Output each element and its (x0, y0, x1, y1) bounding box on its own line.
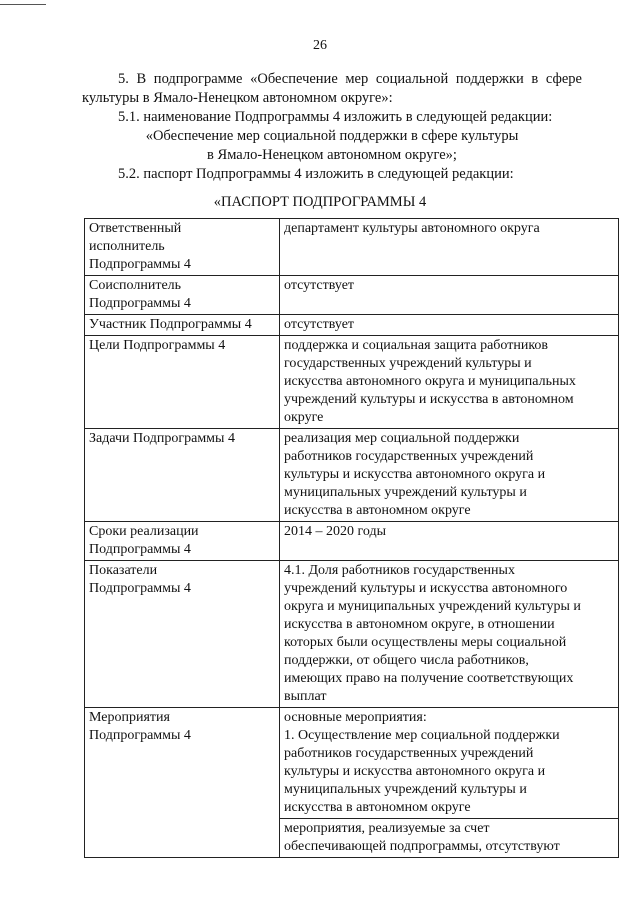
row-label-text: Сроки реализации Подпрограммы 4 (89, 524, 199, 557)
row-label (85, 522, 280, 561)
activities-support-text: мероприятия, реализуемые за счет обеспечивающей подпрограммы, отсутствуют (284, 821, 560, 854)
row-label-text: Мероприятия Подпрограммы 4 (89, 710, 191, 743)
corner-rule (0, 4, 46, 5)
row-value-text: отсутствует (284, 278, 355, 293)
row-value-text: отсутствует (284, 317, 355, 332)
row-label (85, 276, 280, 315)
table-row (85, 708, 619, 819)
passport-heading: «ПАСПОРТ ПОДПРОГРАММЫ 4 (213, 194, 427, 210)
table-row (85, 561, 619, 708)
new-title-line-1: «Обеспечение мер социальной поддержки в сфере культуры (145, 128, 519, 144)
row-label (85, 315, 280, 336)
table-row (85, 276, 619, 315)
table-row (85, 336, 619, 429)
row-value (280, 561, 619, 708)
row-value-text: 4.1. Доля работников государственных учреждений культуры и искусства автономного округа и муниципальных учреждений культуры и искусства в автономном округе, в отношении которых были осуществлены меры социальной поддержки, от общего числа работников, имеющих право на получение соответствующих выплат (284, 563, 581, 704)
page-number: 26 (313, 38, 327, 53)
row-value (280, 336, 619, 429)
activities-support-cell (280, 819, 619, 858)
row-label-text: Показатели Подпрограммы 4 (89, 563, 191, 596)
row-value (280, 429, 619, 522)
row-label-text: Ответственный исполнитель Подпрограммы 4 (89, 221, 191, 272)
row-value-text: 2014 – 2020 годы (284, 524, 387, 539)
passport-table (84, 218, 619, 858)
new-title-line-2: в Ямало-Ненецком автономном округе»; (207, 147, 457, 163)
row-label-text: Задачи Подпрограммы 4 (89, 431, 235, 446)
activities-main-cell (280, 708, 619, 819)
row-label (85, 219, 280, 276)
activities-main-text: основные мероприятия: 1. Осуществление мер социальной поддержки работников государственных учреждений культуры и искусства автономного округа и муниципальных учреждений культуры и искусства в автономном округе (284, 710, 560, 815)
intro-text (82, 70, 582, 184)
amendment-item-5-1: 5.1. наименование Подпрограммы 4 изложить в следующей редакции: (118, 109, 553, 125)
row-value (280, 315, 619, 336)
row-value (280, 522, 619, 561)
row-value (280, 219, 619, 276)
amendment-item-5-2: 5.2. паспорт Подпрограммы 4 изложить в следующей редакции: (118, 166, 514, 182)
row-label-text: Участник Подпрограммы 4 (89, 317, 252, 332)
row-value-text: поддержка и социальная защита работников государственных учреждений культуры и искусства автономного округа и муниципальных учреждений культуры и искусства в автономном округе (284, 338, 576, 425)
row-label (85, 561, 280, 708)
row-value-text: реализация мер социальной поддержки работников государственных учреждений культуры и искусства автономного округа и муниципальных учреждений культуры и искусства в автономном округе (284, 431, 546, 518)
table-row (85, 429, 619, 522)
table-row (85, 315, 619, 336)
row-value (280, 276, 619, 315)
row-label (85, 336, 280, 429)
table-row (85, 522, 619, 561)
amendment-item-5: 5. В подпрограмме «Обеспечение мер социальной поддержки в сфере культуры в Ямало-Ненецком автономном округе»: (82, 71, 582, 106)
row-label-text: Соисполнитель Подпрограммы 4 (89, 278, 191, 311)
table-row (85, 219, 619, 276)
row-value-text: департамент культуры автономного округа (284, 221, 540, 236)
row-label (85, 429, 280, 522)
row-label (85, 708, 280, 858)
row-label-text: Цели Подпрограммы 4 (89, 338, 226, 353)
